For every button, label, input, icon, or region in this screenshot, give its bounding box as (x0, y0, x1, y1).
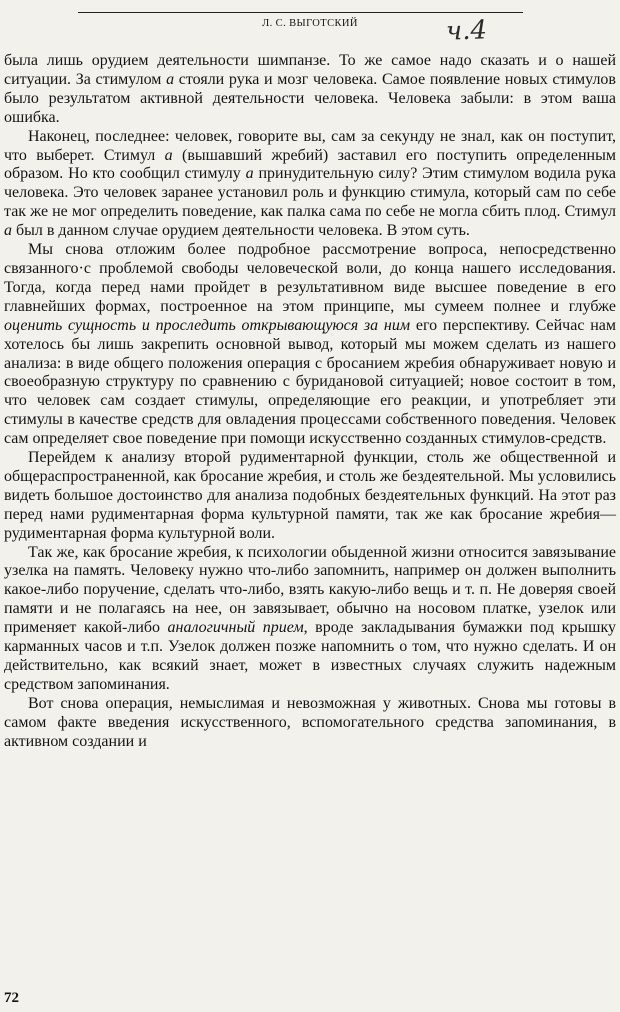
header-rule (78, 12, 523, 13)
text-span: принудительную силу? Этим стимулом водила рука человека. Это человек заранее установил роль и функцию стимула, который сам по себе так же не мог определить поведение, как палка сама по себе не могла сбить плод. Стимул (4, 165, 617, 221)
text-span: стояли рука и мозг человека. Самое появление новых стимулов было результатом активной деятельности человека. Человека забыли: в этом ваша ошибка. (4, 70, 616, 126)
text-span: его перспективу. Сейчас нам хотелось бы лишь закрепить основной вывод, который мы можем сделать из нашего анализа: в виде общего положения операция с бросанием жребия обнаруживает новую и своеобразную структуру по сравнению с буридановой ситуацией; новое состоит в том, что человек сам создает стимулы, определяющие его реакции, и употребляет эти стимулы в качестве средств для овладения процессами собственного поведения. Человек сам определяет свое поведение при помощи искусственно созданных стимулов-средств. (4, 316, 616, 448)
italic-text: а (245, 165, 254, 183)
paragraph (4, 695, 616, 752)
text-span: , вроде закладывания бумажки под крышку карманных часов и т.п. Узелок должен позже напомнить о том, что нужно сделать. И он действительно, как всякий знает, может в известных случаях служить надежным средством запоминания. (4, 619, 616, 693)
text-span: Перейдем к анализу второй рудиментарной функции, столь же общественной и общераспространенной, как бросание жребия, и столь же бездеятельной. Мы условились видеть большое достоинство для анализа подобных бездеятельных функций. На этот раз перед нами рудиментарная форма культурной памяти, так же как бросание жребия—рудиментарная форма культурной воли. (4, 449, 616, 542)
paragraph (4, 128, 616, 241)
italic-text: оценить сущность и проследить открывающуюся за ним (4, 316, 411, 334)
text-span: Так же, как бросание жребия, к психологии обыденной жизни относится завязывание узелка на память. Человеку нужно что-либо запомнить, например он должен выполнить какое-либо поручение, сделать что-либо, взять какую-либо вещь и т. п. Не доверяя своей памяти и не полагаясь на нее, он завязывает, обычно на носовом платке, узелок или применяет какой-либо (4, 543, 616, 637)
italic-text: а (4, 222, 12, 240)
running-head: Л. С. ВЫГОТСКИЙ (262, 18, 358, 29)
paragraph (4, 241, 616, 449)
paragraph (4, 52, 616, 128)
text-span: (вышавший жребий) заставил его поступить определенным образом. Но кто сообщил стимулу (4, 146, 616, 183)
text-span: Вот снова операция, немыслимая и невозможная у животных. Снова мы готовы в самом факте введения искусственного, вспомогательного средства запоминания, в активном создании и (4, 694, 616, 750)
handwritten-note: ч.4 (445, 15, 488, 47)
italic-text: а (166, 70, 175, 88)
body-text (4, 52, 616, 752)
paragraph (4, 449, 616, 544)
text-span: был в данном случае орудием деятельности человека. В этом суть. (12, 222, 470, 240)
text-span: Наконец, последнее: человек, говорите вы, сам за секунду не знал, как он поступит, что выберет. Стимул (4, 127, 616, 164)
paragraph (4, 544, 616, 695)
text-span: была лишь орудием деятельности шимпанзе. То же самое надо сказать и о нашей ситуации. За стимулом (4, 52, 616, 88)
text-span: Мы снова отложим более подробное рассмотрение вопроса, непосредственно связанного·с проблемой свободы человеческой воли, до конца нашего исследования. Тогда, когда перед нами пройдет в результативном виде высшее поведение в его главнейших формах, построенное на этом принципе, мы сумеем полнее и глубже (4, 241, 616, 315)
italic-text: аналогичный прием (167, 619, 304, 637)
italic-text: а (164, 146, 173, 164)
page-number: 72 (4, 990, 19, 1006)
